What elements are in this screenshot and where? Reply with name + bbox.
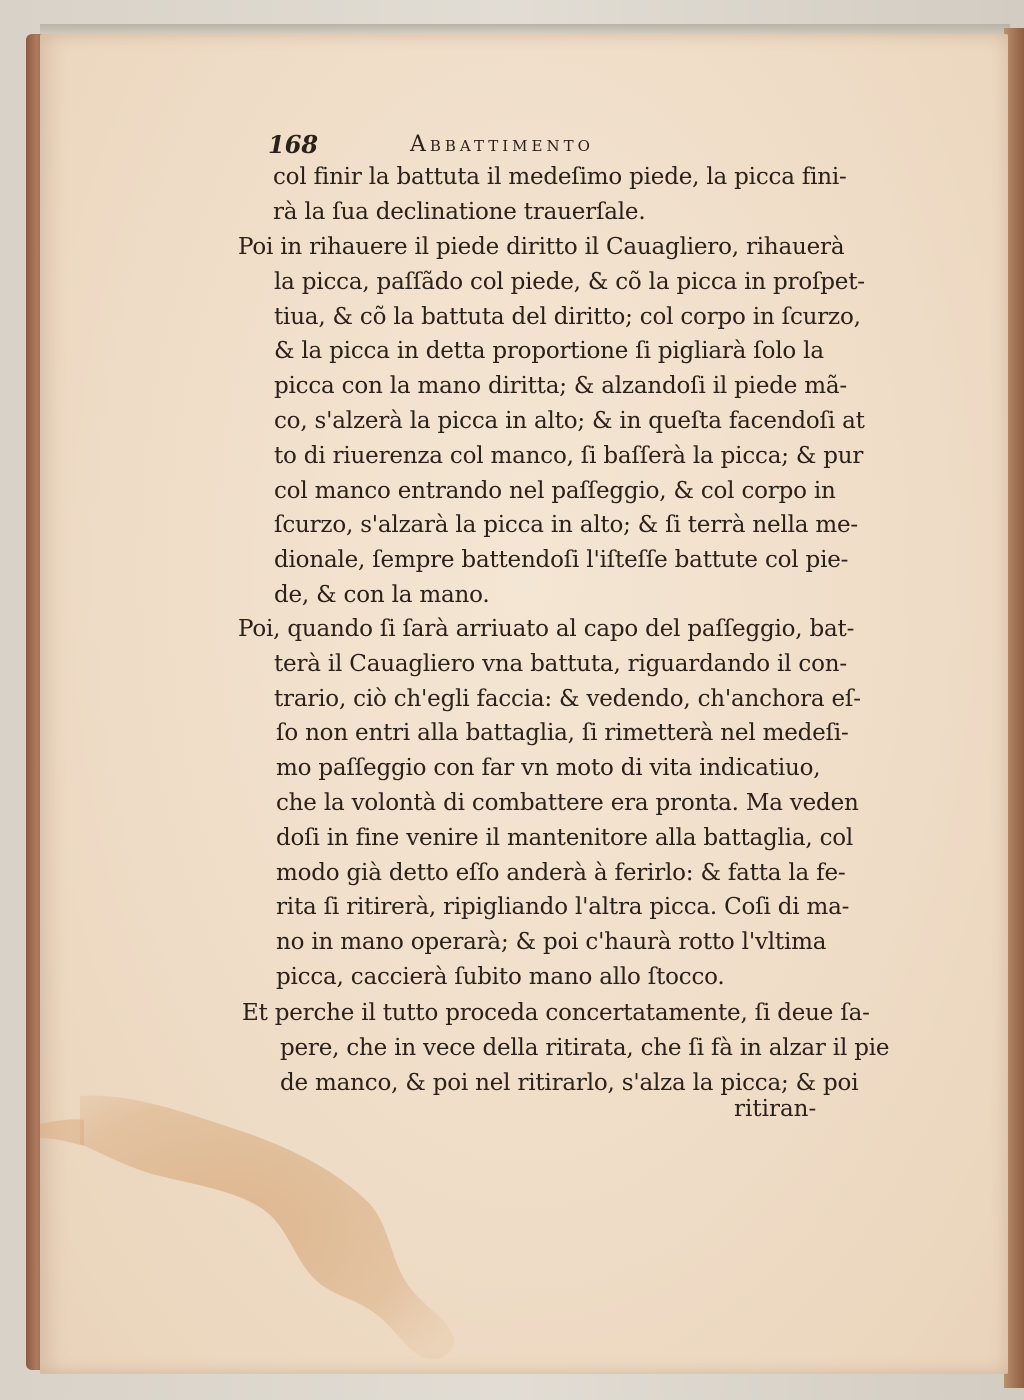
- text-line: terà il Cauagliero vna battuta, riguardando il con-: [274, 650, 847, 677]
- paragraph-1: [273, 160, 847, 230]
- catchword: ritiran-: [734, 1096, 817, 1122]
- text-line: de, & con la mano.: [274, 581, 490, 608]
- text-line: col finir la battuta il medeſimo piede, la picca fini-: [273, 164, 847, 190]
- text-line: dionale, ſempre battendoſi l'iſteſſe battute col pie-: [274, 547, 849, 574]
- text-line: picca con la mano diritta; & alzandoſi il piede mã-: [274, 373, 847, 400]
- text-line: no in mano operarà; & poi c'haurà rotto l'vltima: [276, 929, 827, 956]
- text-line: ſcurzo, s'alzarà la picca in alto; & ſi terrà nella me-: [274, 512, 858, 539]
- text-line: rà la ſua declinatione trauerſale.: [273, 198, 646, 225]
- text-line: col manco entrando nel paſſeggio, & col corpo in: [274, 477, 836, 504]
- text-line: Poi, quando ſi ſarà arriuato al capo del paſſeggio, bat-: [238, 616, 855, 642]
- book-page: [40, 34, 1008, 1374]
- text-line: co, s'alzerà la picca in alto; & in queſta facendoſi at: [274, 407, 865, 434]
- text-line: pere, che in vece della ritirata, che ſi fà in alzar il pie: [280, 1034, 890, 1061]
- page-number: 168: [268, 130, 319, 159]
- paragraph-3: [238, 612, 861, 995]
- text-line: rita ſi ritirerà, ripigliando l'altra picca. Coſi di ma-: [276, 894, 850, 921]
- text-line: trario, ciò ch'egli faccia: & vedendo, ch'anchora eſ-: [274, 685, 861, 712]
- text-line: che la volontà di combattere era pronta. Ma veden: [276, 789, 859, 816]
- text-line: Et perche il tutto proceda concertatamente, ſi deue ſa-: [242, 1000, 870, 1026]
- text-line: modo già detto eſſo anderà à ferirlo: & fatta la fe-: [276, 859, 846, 886]
- text-line: to di riuerenza col manco, ſi baſſerà la picca; & pur: [274, 442, 864, 469]
- text-line: tiua, & cõ la battuta del diritto; col corpo in ſcurzo,: [274, 303, 861, 330]
- text-line: Poi in rihauere il piede diritto il Cauagliero, rihauerà: [238, 234, 845, 260]
- text-line: de manco, & poi nel ritirarlo, s'alza la picca; & poi: [280, 1069, 859, 1096]
- text-line: ſo non entri alla battaglia, ſi rimetterà nel medeſi-: [276, 720, 849, 747]
- text-line: picca, caccierà ſubito mano allo ſtocco.: [276, 963, 725, 990]
- text-line: mo paſſeggio con far vn moto di vita indicatiuo,: [276, 755, 821, 782]
- paragraph-2: [238, 230, 865, 613]
- running-title: Abbattimento: [410, 132, 594, 157]
- text-line: & la picca in detta proportione ſi pigliarà ſolo la: [274, 338, 824, 365]
- text-line: la picca, paſſãdo col piede, & cõ la picca in proſpet-: [274, 268, 865, 295]
- paragraph-4: [242, 996, 889, 1100]
- text-line: doſi in fine venire il mantenitore alla battaglia, col: [276, 824, 854, 851]
